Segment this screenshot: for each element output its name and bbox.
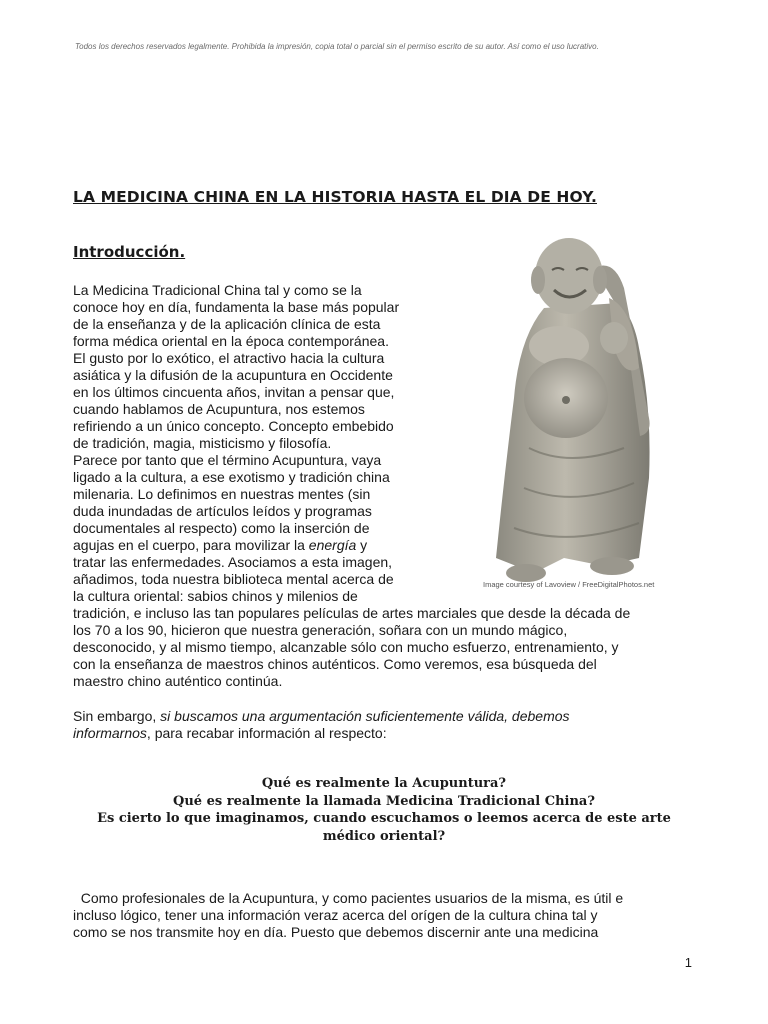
questions-block [73, 775, 695, 845]
text-line: los 70 a los 90, hicieron que nuestra generación, soñara con un mundo mágico, [73, 622, 568, 638]
emphasis-energia: energía [308, 537, 357, 553]
question: médico oriental? [322, 828, 446, 844]
text-line: conoce hoy en día, fundamenta la base más popular [73, 299, 400, 315]
text-line: refiriendo a un único concepto. Concepto embebido [73, 418, 394, 434]
text-line: de tradición, magia, misticismo y filosofía. [73, 435, 332, 451]
text-line: Parece por tanto que el término Acupuntura, vaya [73, 452, 382, 468]
question: Es cierto lo que imaginamos, cuando escuchamos o leemos acerca de este arte [97, 811, 671, 826]
buddha-statue-figure [474, 228, 714, 598]
text-line: con la enseñanza de maestros chinos auténticos. Como veremos, esa búsqueda del [73, 656, 597, 672]
text-line: asiática y la difusión de la acupuntura en Occidente [73, 367, 393, 383]
text-line: como se nos transmite hoy en día. Puesto que debemos discernir ante una medicina [73, 924, 599, 940]
text-line: la cultura oriental: sabios chinos y milenios de [73, 588, 358, 604]
page-number: 1 [684, 955, 692, 970]
emphasis-text: si buscamos una argumentación suficientemente válida, debemos [160, 708, 570, 724]
closing-paragraph [73, 890, 623, 941]
intro-paragraph-narrow [73, 282, 399, 605]
text-fragment: Sin embargo, [73, 708, 161, 724]
text-fragment: y [356, 537, 368, 553]
text-line: documentales al respecto) como la inserción de [73, 520, 370, 536]
text-line [73, 725, 570, 742]
text-line: desconocido, y al mismo tiempo, alcanzable sólo con mucho esfuerzo, entrenamiento, y [73, 639, 619, 655]
section-heading: Introducción. [73, 243, 186, 261]
text-line: en los últimos cincuenta años, invitan a pensar que, [73, 384, 395, 400]
figure-caption: Image courtesy of Lavoview / FreeDigitalPhotos.net [483, 580, 655, 589]
argument-paragraph [73, 708, 570, 742]
text-line: incluso lógico, tener una información veraz acerca del orígen de la cultura china tal y [73, 907, 598, 923]
text-line: milenaria. Lo definimos en nuestras mentes (sin [73, 486, 371, 502]
text-line: duda inundadas de artículos leídos y programas [73, 503, 372, 519]
text-fragment: , para recabar información al respecto: [146, 725, 387, 741]
text-line: añadimos, toda nuestra biblioteca mental acerca de [73, 571, 394, 587]
document-title: LA MEDICINA CHINA EN LA HISTORIA HASTA EL DIA DE HOY. [73, 188, 597, 206]
text-line: El gusto por lo exótico, el atractivo hacia la cultura [73, 350, 385, 366]
text-line [73, 708, 570, 725]
text-line: La Medicina Tradicional China tal y como se la [73, 282, 362, 298]
copyright-notice: Todos los derechos reservados legalmente. Prohibida la impresión, copia total o parcial sin el permiso escrito de su autor. Así como el uso lucrativo. [75, 42, 599, 51]
text-line: tradición, e incluso las tan populares películas de artes marciales que desde la década de [73, 605, 631, 621]
text-line: de la enseñanza y de la aplicación clínica de esta [73, 316, 381, 332]
text-line: maestro chino auténtico continúa. [73, 673, 283, 689]
emphasis-text: informarnos [73, 725, 147, 741]
question: Qué es realmente la Acupuntura? [261, 776, 507, 791]
question: Qué es realmente la llamada Medicina Tradicional China? [173, 793, 595, 809]
text-line-energia [73, 537, 399, 554]
text-line: tratar las enfermedades. Asociamos a esta imagen, [73, 554, 393, 570]
intro-paragraph-wide [73, 605, 630, 690]
text-line: Como profesionales de la Acupuntura, y como pacientes usuarios de la misma, es útil e [73, 890, 624, 906]
text-line: ligado a la cultura, a ese exotismo y tradición china [73, 469, 390, 485]
text-fragment: agujas en el cuerpo, para movilizar la [73, 537, 309, 553]
text-line: forma médica oriental en la época contemporánea. [73, 333, 389, 349]
laughing-buddha-statue-icon [474, 228, 714, 598]
text-line: cuando hablamos de Acupuntura, nos estemos [73, 401, 365, 417]
